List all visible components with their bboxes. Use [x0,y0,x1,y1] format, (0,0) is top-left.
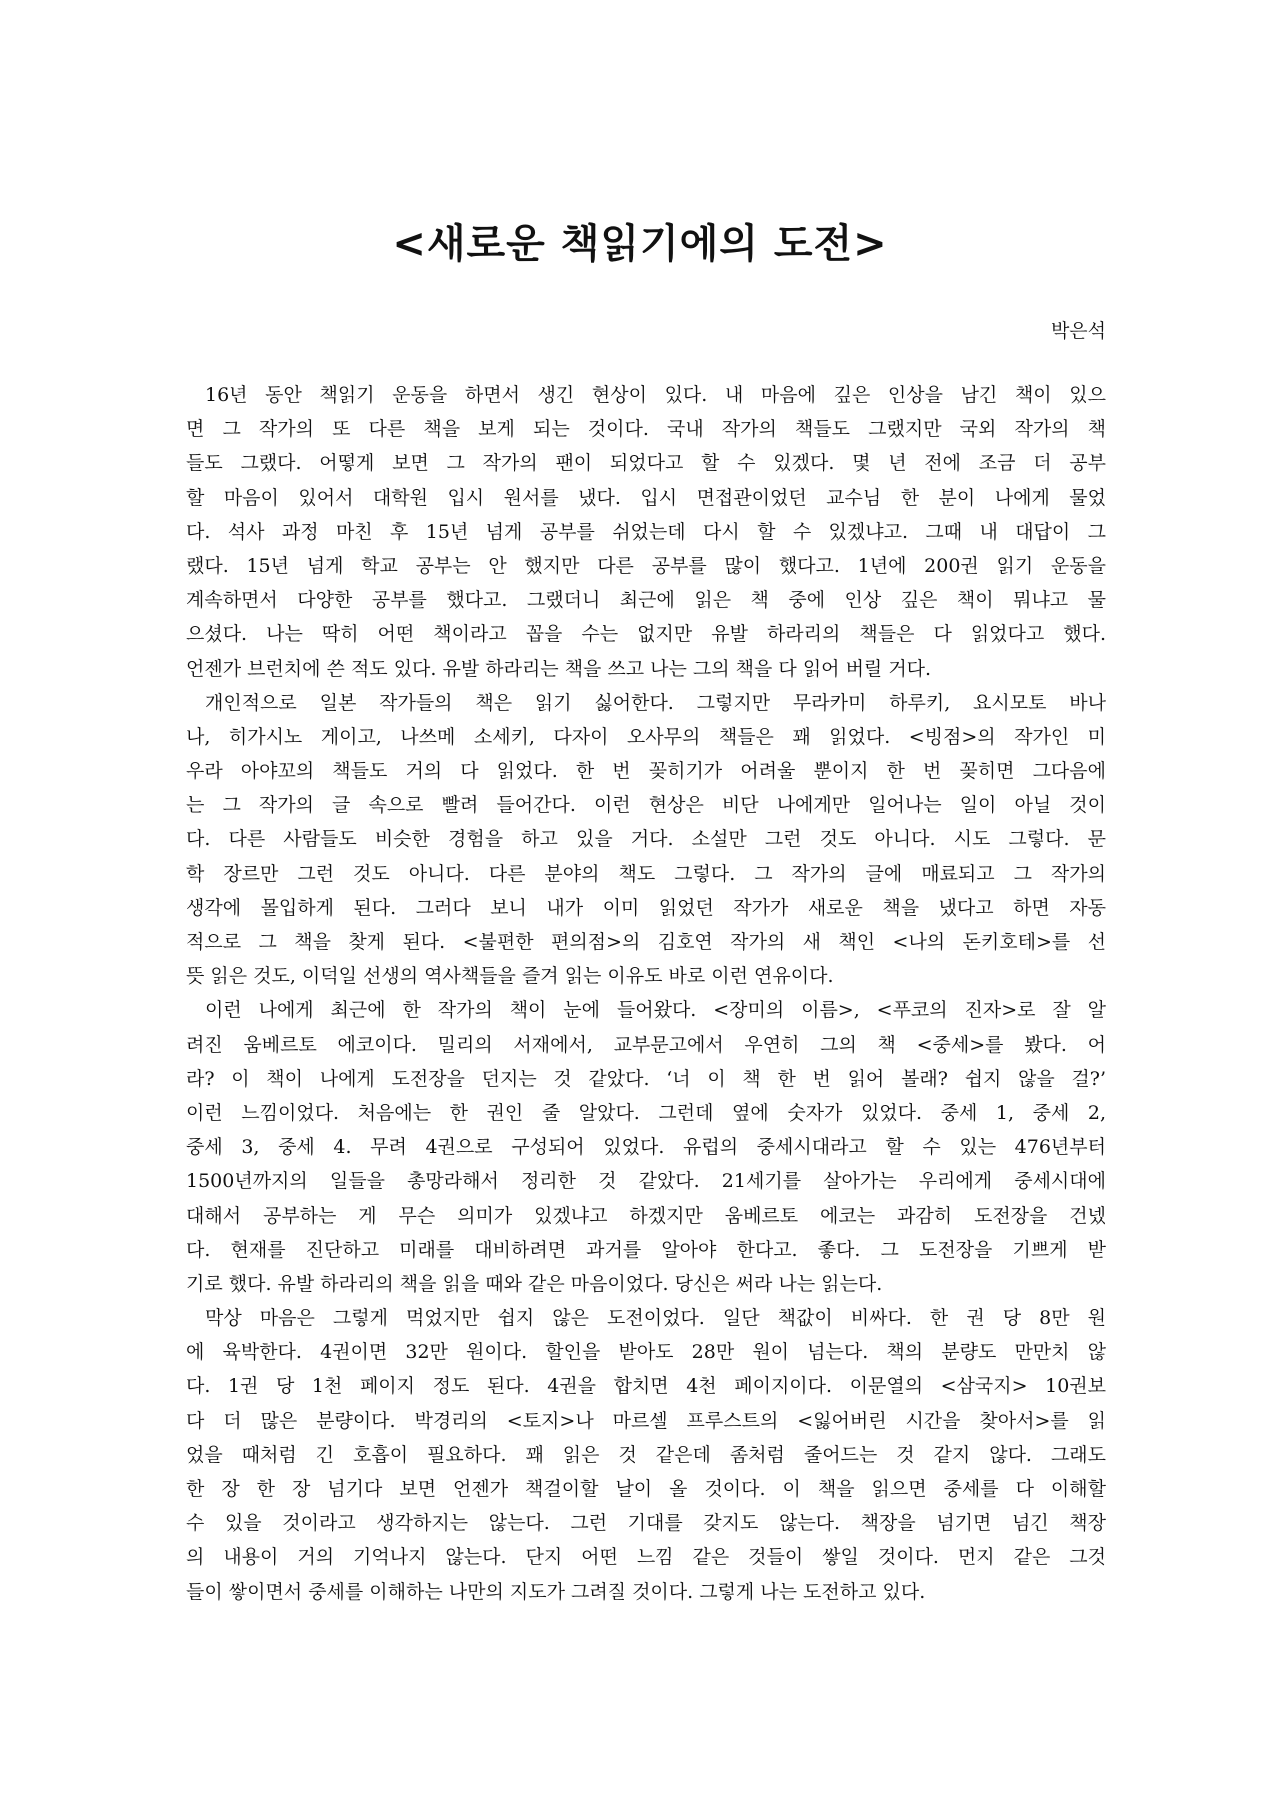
text-line: 언젠가 브런치에 쓴 적도 있다. 유발 하라리는 책을 쓰고 나는 그의 책을 다 읽어 버릴 거다. [186,657,932,680]
text-line: 으셨다. 나는 딱히 어떤 책이라고 꼽을 수는 없지만 유발 하라리의 책들은 다 읽었다고 했다. [186,623,1106,646]
text-line: 막상 마음은 그렇게 먹었지만 쉽지 않은 도전이었다. 일단 책값이 비싸다. 한 권 당 8만 원 [205,1307,1106,1330]
text-line: 에 육박한다. 4권이면 32만 원이다. 할인을 받아도 28만 원이 넘는다. 책의 분량도 만만치 않 [186,1341,1106,1364]
text-line: 다. 석사 과정 마친 후 15년 넘게 공부를 쉬었는데 다시 할 수 있겠냐고. 그때 내 대답이 그 [186,520,1106,543]
text-line: 는 그 작가의 글 속으로 빨려 들어간다. 이런 현상은 비단 나에게만 일어나는 일이 아닐 것이 [186,794,1106,817]
text-line: 이런 느낌이었다. 처음에는 한 권인 줄 알았다. 그런데 옆에 숫자가 있었다. 중세 1, 중세 2, [186,1101,1106,1124]
text-line: 이런 나에게 최근에 한 작가의 책이 눈에 들어왔다. <장미의 이름>, <푸코의 진자>로 잘 알 [205,999,1106,1022]
paragraph [186,686,1106,994]
text-line: 한 장 한 장 넘기다 보면 언젠가 책걸이할 날이 올 것이다. 이 책을 읽으면 중세를 다 이해할 [186,1478,1106,1500]
document-title: <새로운 책읽기에의 도전> [392,221,888,267]
text-line: 려진 움베르토 에코이다. 밀리의 서재에서, 교부문고에서 우연히 그의 책 <중세>를 봤다. 어 [186,1033,1106,1056]
text-line: 나, 히가시노 게이고, 나쓰메 소세키, 다자이 오사무의 책들은 꽤 읽었다. <빙점>의 작가인 미 [186,725,1106,748]
text-line: 우라 아야꼬의 책들도 거의 다 읽었다. 한 번 꽂히기가 어려울 뿐이지 한 번 꽂히면 그다음에 [186,760,1106,783]
text-line: 라? 이 책이 나에게 도전장을 던지는 것 같았다. ‘너 이 책 한 번 읽어 볼래? 쉽지 않을 걸?’ [186,1067,1106,1090]
paragraph [186,378,1106,686]
paragraph [186,993,1106,1301]
text-line: 기로 했다. 유발 하라리의 책을 읽을 때와 같은 마음이었다. 당신은 써라 나는 읽는다. [186,1272,883,1295]
text-line: 학 장르만 그런 것도 아니다. 다른 분야의 책도 그렇다. 그 작가의 글에 매료되고 그 작가의 [186,862,1106,885]
text-line: 다. 1권 당 1천 페이지 정도 된다. 4권을 합치면 4천 페이지이다. 이문열의 <삼국지> 10권보 [186,1375,1106,1398]
text-line: 개인적으로 일본 작가들의 책은 읽기 싫어한다. 그렇지만 무라카미 하루키, 요시모토 바나 [205,691,1106,714]
text-line: 생각에 몰입하게 된다. 그러다 보니 내가 이미 읽었던 작가가 새로운 책을 냈다고 하면 자동 [186,896,1106,919]
text-line: 랬다. 15년 넘게 학교 공부는 안 했지만 다른 공부를 많이 했다고. 1년에 200권 읽기 운동을 [186,554,1106,577]
text-line: 중세 3, 중세 4. 무려 4권으로 구성되어 있었다. 유럽의 중세시대라고 할 수 있는 476년부터 [186,1136,1106,1159]
text-line: 대해서 공부하는 게 무슨 의미가 있겠냐고 하겠지만 움베르토 에코는 과감히 도전장을 건넸 [186,1204,1106,1227]
document-body [186,378,1106,1609]
author-name: 박은석 [1050,320,1106,342]
paragraph [186,1301,1106,1609]
text-line: 계속하면서 다양한 공부를 했다고. 그랬더니 최근에 읽은 책 중에 인상 깊은 책이 뭐냐고 물 [186,589,1106,612]
text-line: 었을 때처럼 긴 호흡이 필요하다. 꽤 읽은 것 같은데 좀처럼 줄어드는 것 같지 않다. 그래도 [186,1443,1106,1466]
text-line: 다 더 많은 분량이다. 박경리의 <토지>나 마르셀 프루스트의 <잃어버린 시간을 찾아서>를 읽 [186,1409,1106,1432]
text-line: 적으로 그 책을 찾게 된다. <불편한 편의점>의 김호연 작가의 새 책인 <나의 돈키호테>를 선 [186,931,1106,953]
text-line: 할 마음이 있어서 대학원 입시 원서를 냈다. 입시 면접관이었던 교수님 한 분이 나에게 물었 [186,486,1106,509]
text-line: 뜻 읽은 것도, 이덕일 선생의 역사책들을 즐겨 읽는 이유도 바로 이런 연유이다. [186,965,834,988]
text-line: 다. 다른 사람들도 비슷한 경험을 하고 있을 거다. 소설만 그런 것도 아니다. 시도 그렇다. 문 [186,828,1106,851]
text-line: 들도 그랬다. 어떻게 보면 그 작가의 팬이 되었다고 할 수 있겠다. 몇 년 전에 조금 더 공부 [186,452,1106,475]
text-line: 16년 동안 책읽기 운동을 하면서 생긴 현상이 있다. 내 마음에 깊은 인상을 남긴 책이 있으 [205,384,1106,406]
text-line: 의 내용이 거의 기억나지 않는다. 단지 어떤 느낌 같은 것들이 쌓일 것이다. 먼지 같은 그것 [186,1546,1106,1569]
text-line: 다. 현재를 진단하고 미래를 대비하려면 과거를 알아야 한다고. 좋다. 그 도전장을 기쁘게 받 [186,1238,1106,1261]
text-line: 수 있을 것이라고 생각하지는 않는다. 그런 기대를 갖지도 않는다. 책장을 넘기면 넘긴 책장 [186,1512,1106,1535]
text-line: 면 그 작가의 또 다른 책을 보게 되는 것이다. 국내 작가의 책들도 그랬지만 국외 작가의 책 [186,418,1106,441]
text-line: 1500년까지의 일들을 총망라해서 정리한 것 같았다. 21세기를 살아가는 우리에게 중세시대에 [186,1170,1106,1193]
text-line: 들이 쌓이면서 중세를 이해하는 나만의 지도가 그려질 것이다. 그렇게 나는 도전하고 있다. [186,1580,926,1603]
